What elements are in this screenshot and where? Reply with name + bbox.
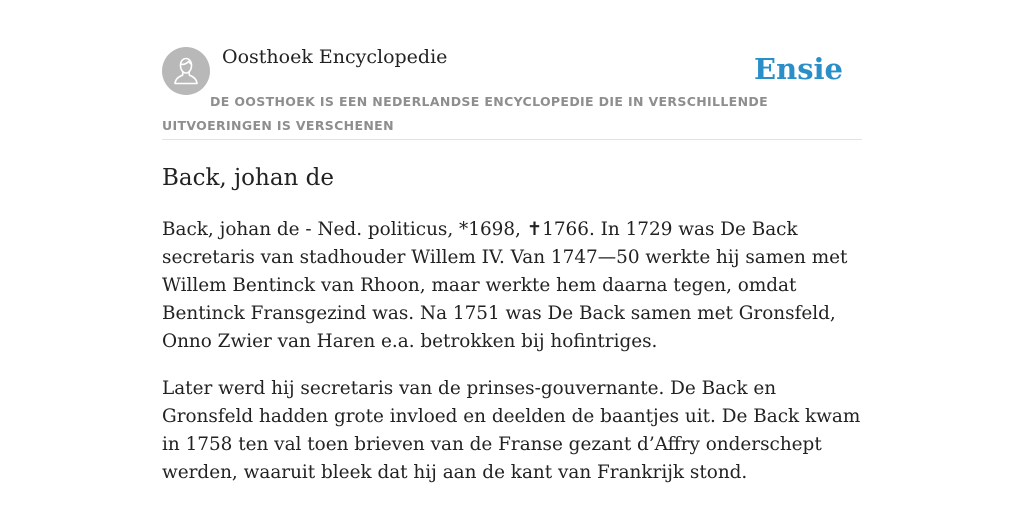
site-name[interactable]: Oosthoek Encyclopedie [222,46,448,68]
article-paragraph: Later werd hij secretaris van de prinses-gouvernante. De Back en Gronsfeld hadden grote invloed en deelden de baantjes uit. De Back kwam in 1758 ten val toen brieven van de Franse gezant d’Affry onderschept werden, waaruit bleek dat hij aan de kant van Frankrijk stond. [162,378,861,483]
brand-logo[interactable]: Ensie [754,52,843,86]
user-silhouette-icon[interactable] [162,47,210,95]
header-divider [162,139,862,140]
site-header [162,44,862,140]
site-tagline: DE OOSTHOEK IS EEN NEDERLANDSE ENCYCLOPEDIE DIE IN VERSCHILLENDE UITVOERINGEN IS VERSCHENEN [162,94,768,133]
article-title: Back, johan de [162,165,335,191]
article [162,160,862,487]
article-paragraph: Back, johan de - Ned. politicus, *1698, ✝1766. In 1729 was De Back secretaris van stadhouder Willem IV. Van 1747—50 werkte hij samen met Willem Bentinck van Rhoon, maar werkte hem daarna tegen, omdat Bentinck Fransgezind was. Na 1751 was De Back samen met Gronsfeld, Onno Zwier van Haren e.a. betrokken bij hofintriges. [162,219,848,352]
